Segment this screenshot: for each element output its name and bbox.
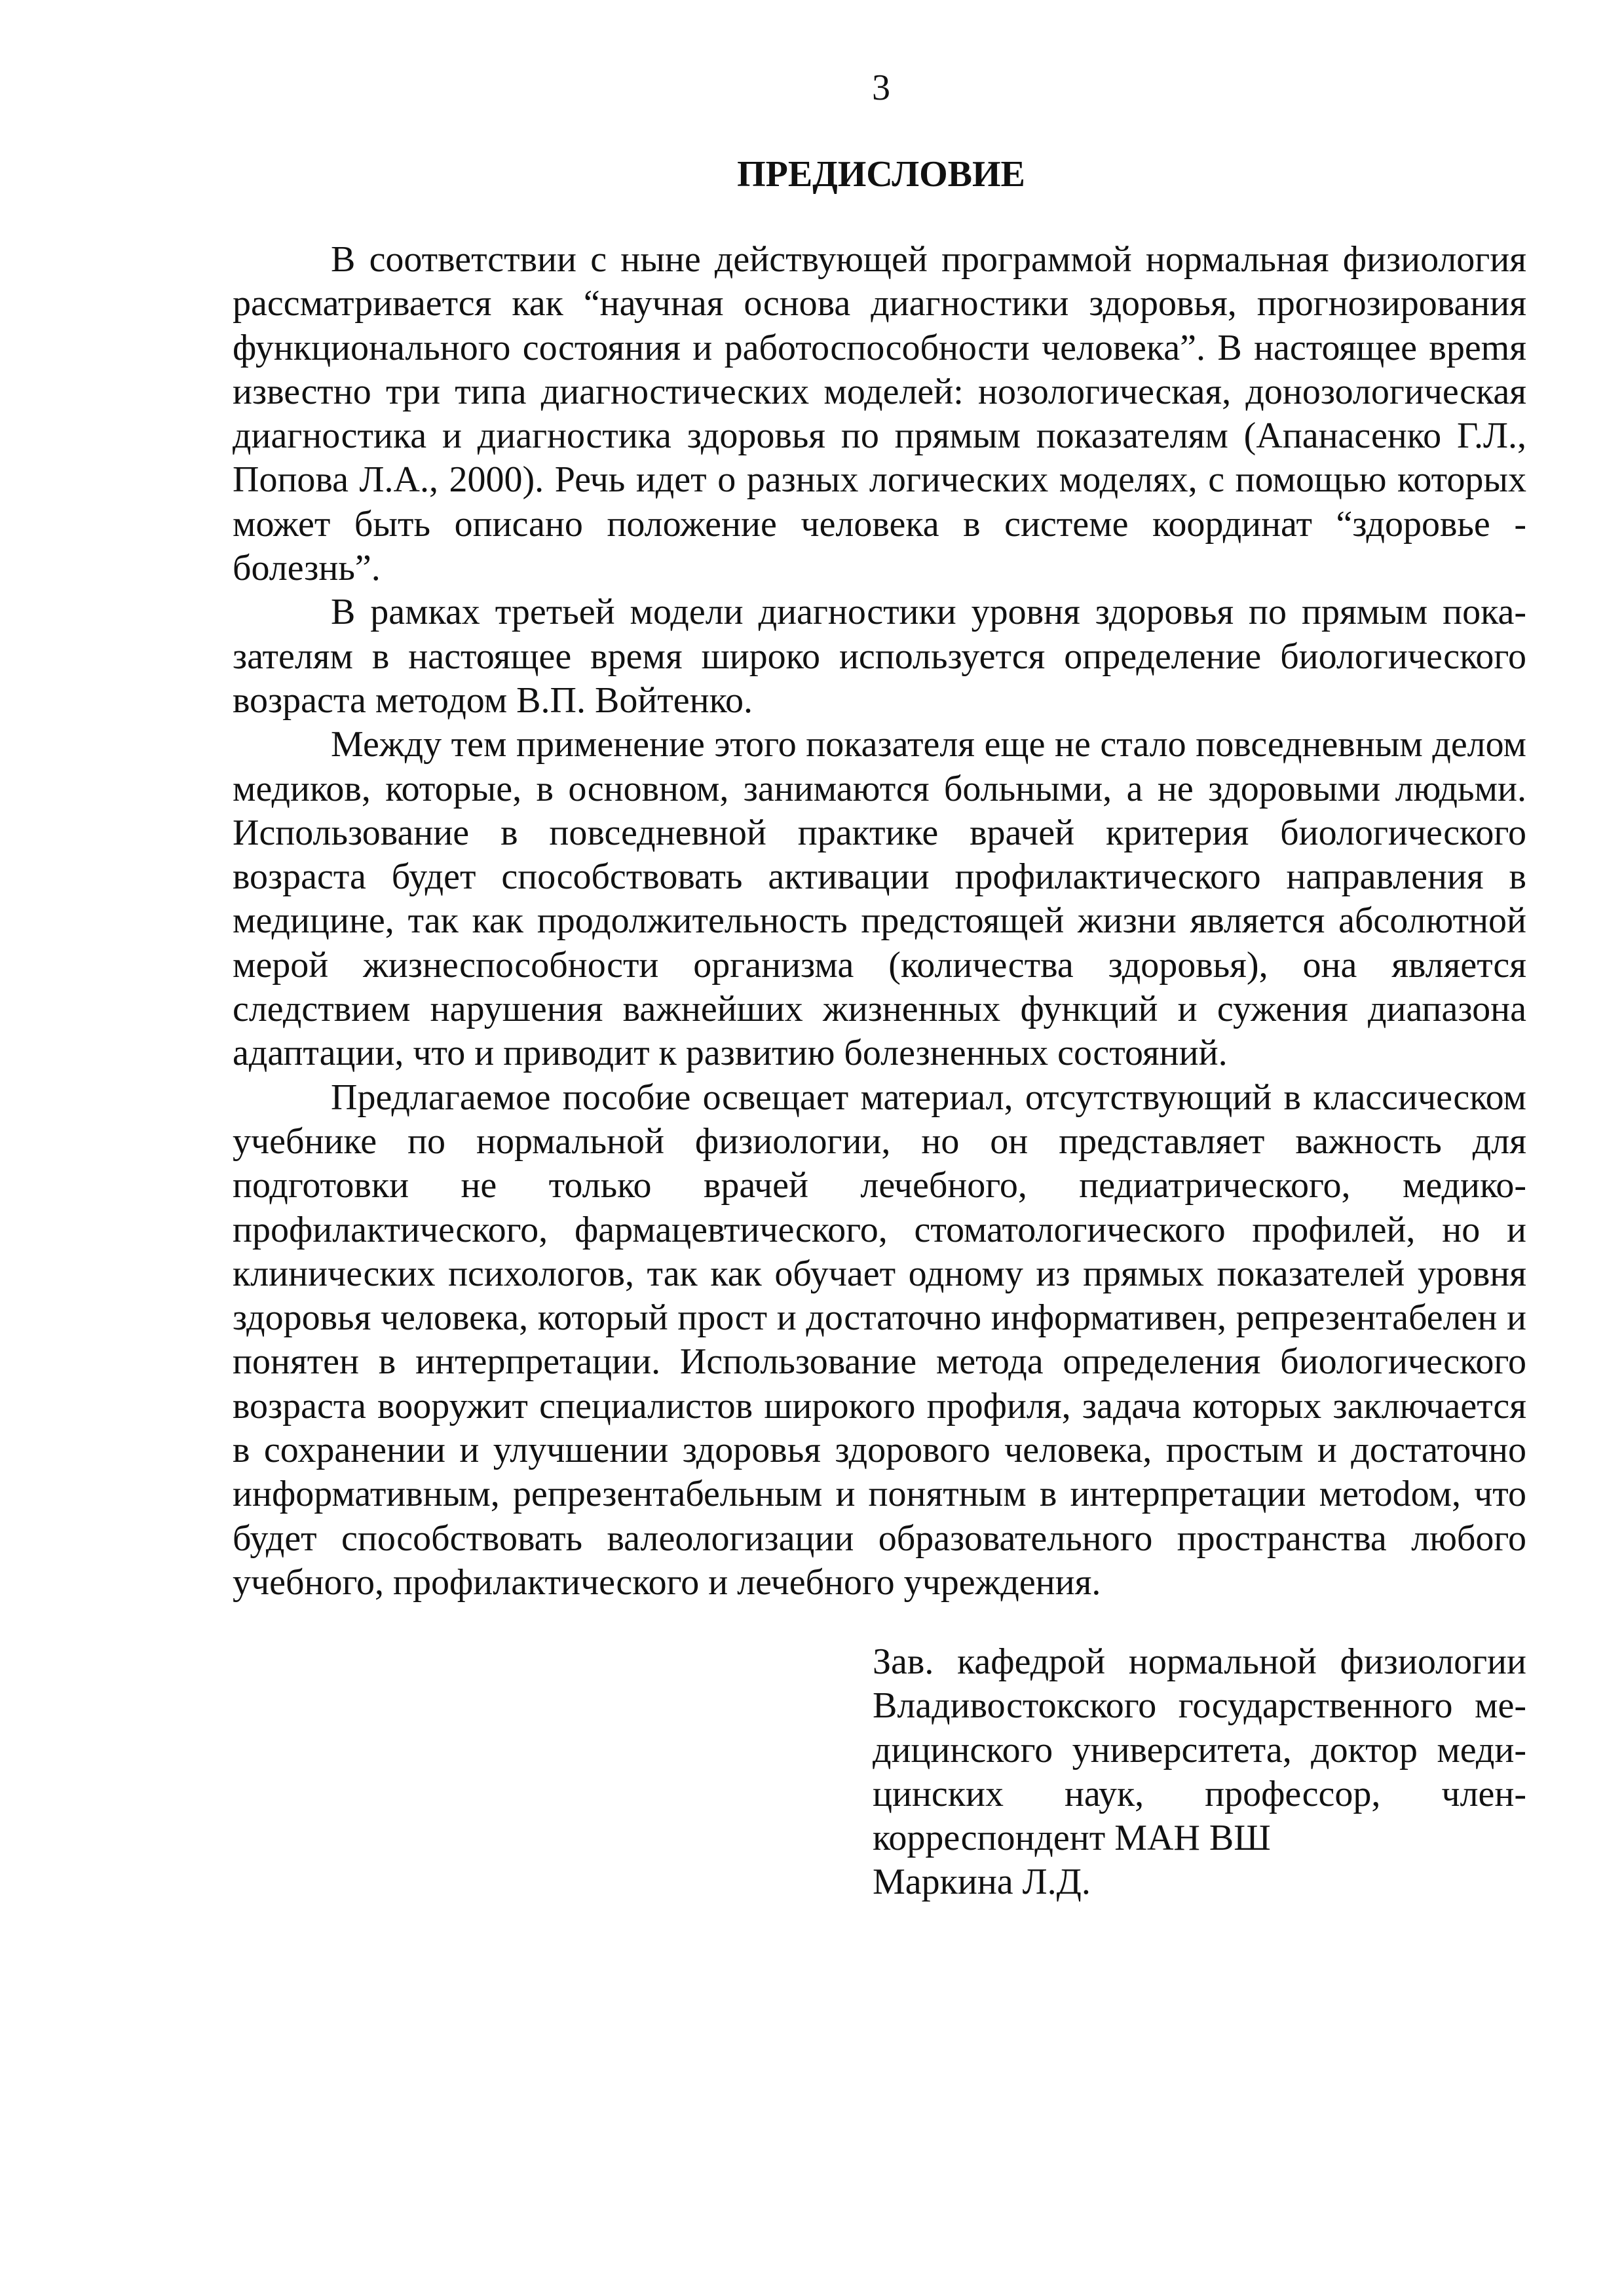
preface-body [233,238,1526,1605]
signature-name: Маркина Л.Д. [873,1862,1091,1903]
signature-position: Зав. кафедрой нормальной физиологии Владивостокского государственного медицинского университета, доктор медицинских наук, профессор, член-корреспондент МАН ВШ [873,1641,1526,1859]
page-number: 3 [872,67,890,108]
paragraph-3: Между тем применение этого показателя еще не стало повседневным делом медиков, которые, в основном, занимаются больными, а не здоровыми людьми. Использование в повседневной практике врачей критерия биологического возраста будет способствовать активации профилактического направления в медицине, так как продолжительность предстоящей жизни является абсолютной мерой жизнеспособности организма (количества здоровья), она является следствием нарушения важнейших жизненных функций и сужения диапазона адаптации, что и приводит к развитию болезненных состояний. [233,724,1526,1074]
signature-block [873,1640,1526,1905]
page-title: ПРЕДИСЛОВИЕ [737,154,1025,195]
paragraph-1: В соответствии с ныне действующей программой нормальная физиология рассматривается как “научная основа диагностики здоровья, прогнозирования функционального состояния и работоспособности человека”. В настоящее вреmя известно три типа диагностических моделей: нозологическая, донозологическая диагностика и диагностика здоровья по прямым показателям (Апанасенко Г.Л., Попова Л.А., 2000). Речь идет о разных логических моделях, с помощью которых может быть описано положение человека в системе координат “здоровье - болезнь”. [233,239,1526,589]
paragraph-4: Предлагаемое пособие освещает материал, отсутствующий в классическом учебнике по нормальной физиологии, но он представляет важность для подготовки не только врачей лечебного, педиатрического, медико-профилактического, фармацевтического, стоматологического профилей, но и клинических психологов, так как обучает одному из прямых показателей уровня здоровья человека, который прост и достаточно информативен, репрезентабелен и понятен в интерпретации. Использование метода определения биологического возраста вооружит специалистов широкого профиля, задача которых заключается в сохранении и улучшении здоровья здорового человека, простым и достаточно информативным, репрезентабельным и понятным в интерпретации метоdом, что будет способствовать валеологизации образовательного пространства любого учебного, профилактического и лечебного учреждения. [233,1077,1526,1603]
paragraph-2: В рамках третьей модели диагностики уровня здоровья по прямым показателям в настоящее время широко используется определение биологического возраста методом В.П. Войтенко. [233,592,1526,721]
